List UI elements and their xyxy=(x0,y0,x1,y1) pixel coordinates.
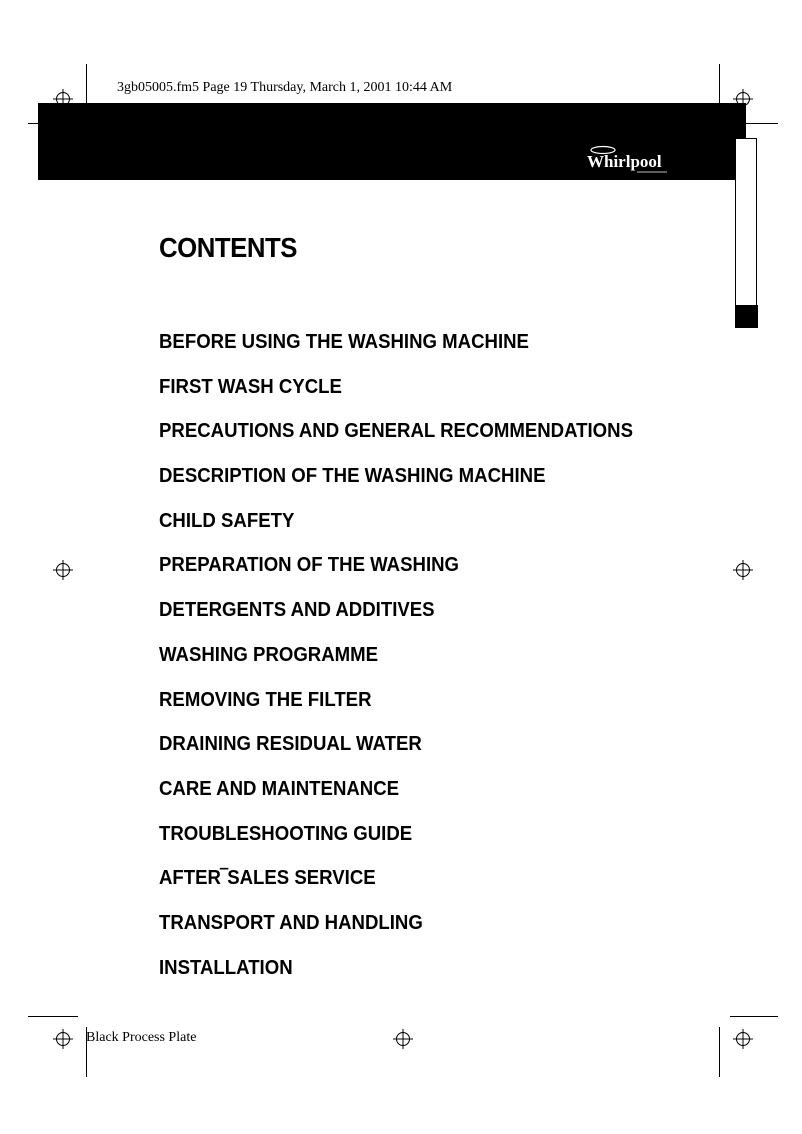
toc-item: PREPARATION OF THE WASHING xyxy=(159,554,460,577)
toc-item: DETERGENTS AND ADDITIVES xyxy=(159,599,435,622)
brand-wordmark: Whirlpool xyxy=(587,152,662,171)
registration-mark-icon xyxy=(53,89,73,109)
toc-item: INSTALLATION xyxy=(159,956,293,979)
toc-item: WASHING PROGRAMME xyxy=(159,643,379,666)
crop-mark-bottom-left-horizontal xyxy=(28,1016,78,1017)
page-title: CONTENTS xyxy=(159,232,297,263)
registration-mark-icon xyxy=(53,560,73,580)
print-slug-line: 3gb05005.fm5 Page 19 Thursday, March 1, 2001 10:44 AM xyxy=(117,80,453,95)
registration-mark-icon xyxy=(393,1029,413,1049)
header-band xyxy=(38,103,746,180)
toc-item: AFTER‾SALES SERVICE xyxy=(159,867,376,890)
registration-mark-icon xyxy=(53,1029,73,1049)
toc-item: BEFORE USING THE WASHING MACHINE xyxy=(159,331,529,353)
toc-item: CHILD SAFETY xyxy=(159,509,295,532)
toc-item: REMOVING THE FILTER xyxy=(159,688,372,711)
crop-mark-bottom-right-vertical xyxy=(719,1027,720,1077)
plate-label: Black Process Plate xyxy=(86,1030,197,1045)
toc-item: TRANSPORT AND HANDLING xyxy=(159,911,423,934)
crop-mark-top-left-vertical xyxy=(86,64,87,104)
table-of-contents xyxy=(159,330,669,1000)
crop-mark-bottom-right-horizontal xyxy=(730,1016,778,1017)
registration-mark-icon xyxy=(733,560,753,580)
toc-item: DRAINING RESIDUAL WATER xyxy=(159,733,422,756)
toc-item: PRECAUTIONS AND GENERAL RECOMMENDATIONS xyxy=(159,420,633,443)
toc-item: CARE AND MAINTENANCE xyxy=(159,777,400,800)
registration-mark-icon xyxy=(733,1029,753,1049)
registration-mark-icon xyxy=(733,89,753,109)
toc-item: DESCRIPTION OF THE WASHING MACHINE xyxy=(159,465,546,488)
crop-mark-top-right-vertical xyxy=(719,64,720,104)
whirlpool-logo xyxy=(585,143,671,177)
section-thumb-tab xyxy=(735,138,757,328)
section-thumb-tab-marker xyxy=(735,305,758,328)
toc-item: FIRST WASH CYCLE xyxy=(159,375,342,398)
toc-item: TROUBLESHOOTING GUIDE xyxy=(159,822,413,845)
